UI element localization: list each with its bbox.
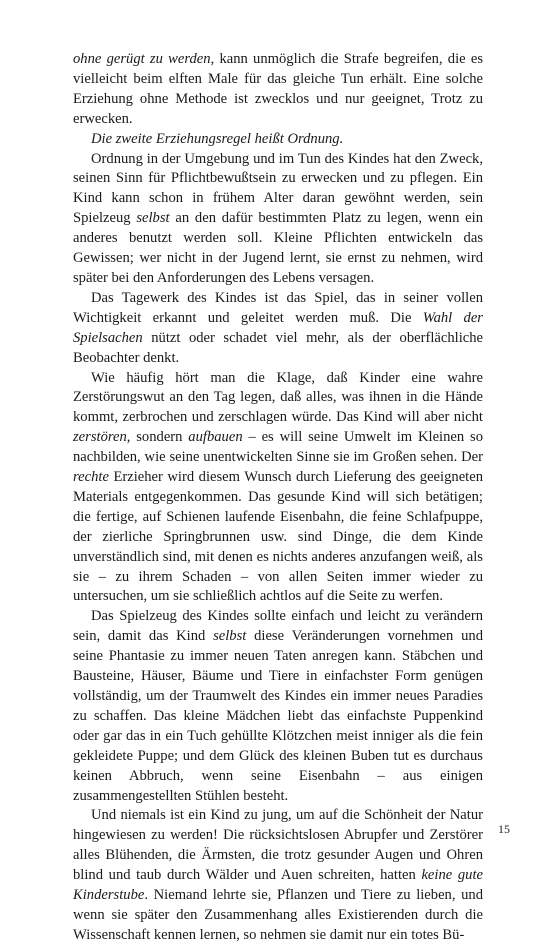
- paragraph-7: [73, 806, 483, 945]
- text-run: Erzieher wird diesem Wunsch durch Lieferung des geeigneten Materials entgegenkommen. Das gesunde Kind will sich betätigen; die fertige, auf Schienen laufende Eisenbahn, die feine Schlafpuppe, der zierliche Springbrunnen usw. sind Dinge, die dem Kinde unverständlich sind, mit denen es nichts anderes anzufangen weiß, als sie – zu ihrem Schaden – von allen Seiten immer wieder zu untersuchen, um sie schließlich achtlos auf die Seite zu werfen.: [73, 469, 483, 605]
- emphasis-text: selbst: [213, 628, 247, 645]
- text-run: diese Veränderungen vornehmen und seine Phantasie zu immer neuen Taten anregen kann. Stäbchen und Bausteine, Häuser, Bäume und Tiere in einfachster Form genügen vollständig, um der Traumwelt des Kindes ein immer neues Paradies zu schaffen. Das kleine Mädchen liebt das einfachste Puppenkind oder gar das in ein Tuch gehüllte Klötzchen meist inniger als die fein gekleidete Puppe; und dem Glück des kleinen Buben tut es durchaus keinen Abbruch, wenn seine Eisenbahn – aus einigen zusammengestellten Stühlen besteht.: [73, 628, 483, 804]
- text-run: , sondern: [126, 429, 189, 446]
- text-run: an den dafür bestimmten Platz zu legen, wenn ein anderes benutzt werden soll. Kleine Pflichten entwickeln das Gewissen; wer nicht in der Jugend lernt, sie ernst zu nehmen, wird später bei den Anforderungen des Lebens versagen.: [73, 210, 484, 286]
- emphasis-text: keine gute Kinderstube: [73, 867, 483, 904]
- text-run: – es will seine Umwelt im Kleinen so nachbilden, wie seine unentwickelten Sinne sie im Großen sehen. Der: [73, 429, 483, 466]
- emphasis-text: selbst: [136, 210, 170, 227]
- paragraph-1: [73, 50, 483, 130]
- text-run: . Niemand lehrte sie, Pflanzen und Tiere zu lieben, und wenn sie später den Zusammenhang alles Existierenden durch die Wissenschaft kennen lernen, so nehmen sie damit nur ein totes Bü-: [73, 887, 483, 943]
- body-text: [73, 50, 483, 946]
- emphasis-text: Die zweite Erziehungsregel heißt Ordnung: [91, 130, 340, 147]
- paragraph-3: [73, 150, 483, 289]
- text-run: .: [339, 130, 344, 147]
- text-run: nützt oder schadet viel mehr, als der oberflächliche Beobachter denkt.: [73, 329, 483, 366]
- paragraph-2: [73, 130, 483, 150]
- text-run: Das Tagewerk des Kindes ist das Spiel, das in seiner vollen Wichtigkeit erkannt und geleitet werden muß. Die: [73, 289, 483, 326]
- paragraph-6: [73, 607, 483, 806]
- emphasis-text: zerstören: [73, 429, 127, 446]
- text-run: Das Spielzeug des Kindes sollte einfach und leicht zu verändern sein, damit das Kind: [73, 608, 483, 645]
- paragraph-5: [73, 369, 483, 608]
- text-run: , kann unmöglich die Strafe begreifen, die es vielleicht beim elften Male für das gleiche Tun erhält. Eine solche Erziehung ohne Methode ist zwecklos und nur geeignet, Trotz zu erwecken.: [73, 51, 484, 127]
- text-run: Wie häufig hört man die Klage, daß Kinder eine wahre Zerstörungswut an den Tag legen, daß alles, was ihnen in die Hände kommt, zerbrochen und zerschlagen würde. Das Kind will aber nicht: [73, 369, 483, 426]
- paragraph-4: [73, 289, 483, 369]
- page-number: 15: [498, 822, 510, 836]
- emphasis-text: ohne gerügt zu werden: [73, 51, 211, 67]
- emphasis-text: rechte: [73, 469, 109, 486]
- emphasis-text: aufbauen: [188, 429, 243, 446]
- text-run: Ordnung in der Umgebung und im Tun des Kindes hat den Zweck, seinen Sinn für Pflichtbewußtsein zu erwecken und zu pflegen. Ein Kind kann schon in frühem Alter daran gewöhnt werden, sein Spielzeug: [73, 150, 483, 227]
- emphasis-text: Wahl der Spielsachen: [73, 309, 483, 346]
- text-run: Und niemals ist ein Kind zu jung, um auf die Schönheit der Natur hingewiesen zu werden! Die rücksichtslosen Abrupfer und Zerstörer alles Blühenden, die Ärmsten, die trotz gesunder Augen und Ohren blind und taub durch Wälder und Auen schreiten, hatten: [73, 807, 483, 884]
